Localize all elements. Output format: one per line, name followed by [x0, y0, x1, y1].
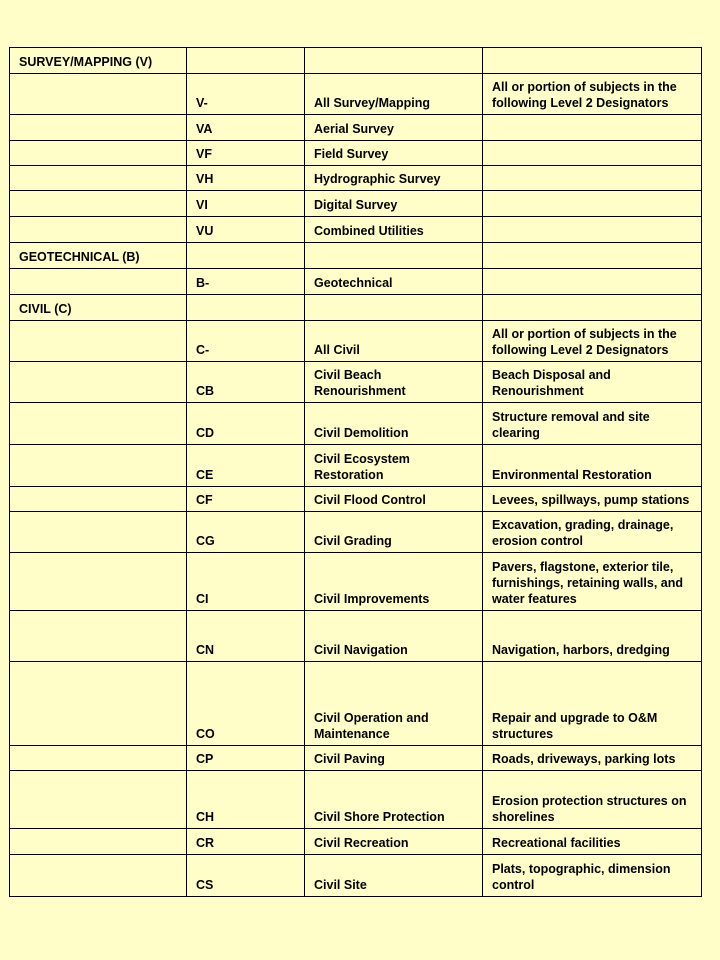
- designator-title: Civil Navigation: [305, 611, 483, 662]
- designator-description: All or portion of subjects in the following Level 2 Designators: [483, 74, 702, 115]
- empty-cell: [10, 445, 187, 487]
- empty-cell: [483, 48, 702, 74]
- designator-description: Repair and upgrade to O&M structures: [483, 662, 702, 746]
- designator-description: [483, 166, 702, 191]
- designator-code: CS: [187, 855, 305, 897]
- table-row: [10, 115, 702, 141]
- table-row: [10, 829, 702, 855]
- designator-description: Levees, spillways, pump stations: [483, 487, 702, 512]
- designator-description: Excavation, grading, drainage, erosion control: [483, 512, 702, 553]
- empty-cell: [305, 243, 483, 269]
- section-heading-row: [10, 48, 702, 74]
- table-row: [10, 403, 702, 445]
- designator-code: CP: [187, 746, 305, 771]
- designator-description: [483, 269, 702, 295]
- designator-description: Navigation, harbors, dredging: [483, 611, 702, 662]
- designator-code: VF: [187, 141, 305, 166]
- designator-title: Hydrographic Survey: [305, 166, 483, 191]
- designator-title: Civil Ecosystem Restoration: [305, 445, 483, 487]
- table-row: [10, 269, 702, 295]
- empty-cell: [10, 362, 187, 403]
- designator-title: Civil Beach Renourishment: [305, 362, 483, 403]
- designator-code: VA: [187, 115, 305, 141]
- empty-cell: [10, 141, 187, 166]
- designator-title: All Civil: [305, 321, 483, 362]
- designator-code: VU: [187, 217, 305, 243]
- designator-description: Pavers, flagstone, exterior tile, furnishings, retaining walls, and water features: [483, 553, 702, 611]
- table-row: [10, 512, 702, 553]
- designator-code: CO: [187, 662, 305, 746]
- empty-cell: [305, 295, 483, 321]
- designator-title: Civil Recreation: [305, 829, 483, 855]
- empty-cell: [10, 553, 187, 611]
- table-row: [10, 217, 702, 243]
- designator-description: Structure removal and site clearing: [483, 403, 702, 445]
- table-row: [10, 141, 702, 166]
- designator-code: VI: [187, 191, 305, 217]
- designator-title: Geotechnical: [305, 269, 483, 295]
- empty-cell: [187, 295, 305, 321]
- designator-description: Recreational facilities: [483, 829, 702, 855]
- empty-cell: [10, 115, 187, 141]
- table-row: [10, 362, 702, 403]
- designator-code: CN: [187, 611, 305, 662]
- designator-description: Roads, driveways, parking lots: [483, 746, 702, 771]
- empty-cell: [10, 403, 187, 445]
- empty-cell: [10, 771, 187, 829]
- designator-description: Erosion protection structures on shorelines: [483, 771, 702, 829]
- empty-cell: [10, 166, 187, 191]
- designator-title: All Survey/Mapping: [305, 74, 483, 115]
- designator-code: CR: [187, 829, 305, 855]
- designator-title: Civil Improvements: [305, 553, 483, 611]
- table-row: [10, 445, 702, 487]
- table-row: [10, 166, 702, 191]
- table-row: [10, 771, 702, 829]
- designator-title: Civil Demolition: [305, 403, 483, 445]
- empty-cell: [10, 512, 187, 553]
- table-row: [10, 553, 702, 611]
- designator-title: Civil Flood Control: [305, 487, 483, 512]
- empty-cell: [10, 611, 187, 662]
- section-heading: GEOTECHNICAL (B): [10, 243, 187, 269]
- designator-table: [9, 47, 702, 897]
- empty-cell: [10, 829, 187, 855]
- designator-code: CD: [187, 403, 305, 445]
- designator-title: Field Survey: [305, 141, 483, 166]
- table-row: [10, 746, 702, 771]
- section-heading-row: [10, 295, 702, 321]
- designator-code: CB: [187, 362, 305, 403]
- empty-cell: [305, 48, 483, 74]
- empty-cell: [10, 191, 187, 217]
- designator-title: Digital Survey: [305, 191, 483, 217]
- designator-description: All or portion of subjects in the following Level 2 Designators: [483, 321, 702, 362]
- designator-title: Civil Site: [305, 855, 483, 897]
- designator-code: V-: [187, 74, 305, 115]
- empty-cell: [187, 48, 305, 74]
- designator-code: CH: [187, 771, 305, 829]
- designator-description: [483, 141, 702, 166]
- empty-cell: [10, 217, 187, 243]
- section-heading: CIVIL (C): [10, 295, 187, 321]
- empty-cell: [10, 321, 187, 362]
- table-row: [10, 611, 702, 662]
- designator-description: [483, 217, 702, 243]
- designator-code: CI: [187, 553, 305, 611]
- designator-title: Combined Utilities: [305, 217, 483, 243]
- table-row: [10, 74, 702, 115]
- table-row: [10, 191, 702, 217]
- designator-title: Civil Shore Protection: [305, 771, 483, 829]
- designator-description: Environmental Restoration: [483, 445, 702, 487]
- designator-description: [483, 191, 702, 217]
- section-heading: SURVEY/MAPPING (V): [10, 48, 187, 74]
- designator-description: Plats, topographic, dimension control: [483, 855, 702, 897]
- designator-table-body: [10, 48, 702, 897]
- empty-cell: [483, 295, 702, 321]
- designator-title: Civil Operation and Maintenance: [305, 662, 483, 746]
- designator-code: B-: [187, 269, 305, 295]
- empty-cell: [10, 746, 187, 771]
- designator-title: Civil Grading: [305, 512, 483, 553]
- designator-title: Aerial Survey: [305, 115, 483, 141]
- table-row: [10, 855, 702, 897]
- designator-code: VH: [187, 166, 305, 191]
- empty-cell: [10, 487, 187, 512]
- empty-cell: [10, 662, 187, 746]
- table-row: [10, 487, 702, 512]
- designator-code: CF: [187, 487, 305, 512]
- designator-code: CE: [187, 445, 305, 487]
- designator-description: [483, 115, 702, 141]
- empty-cell: [10, 269, 187, 295]
- designator-code: C-: [187, 321, 305, 362]
- empty-cell: [187, 243, 305, 269]
- table-row: [10, 321, 702, 362]
- empty-cell: [10, 74, 187, 115]
- designator-description: Beach Disposal and Renourishment: [483, 362, 702, 403]
- table-row: [10, 662, 702, 746]
- section-heading-row: [10, 243, 702, 269]
- empty-cell: [10, 855, 187, 897]
- designator-title: Civil Paving: [305, 746, 483, 771]
- designator-code: CG: [187, 512, 305, 553]
- empty-cell: [483, 243, 702, 269]
